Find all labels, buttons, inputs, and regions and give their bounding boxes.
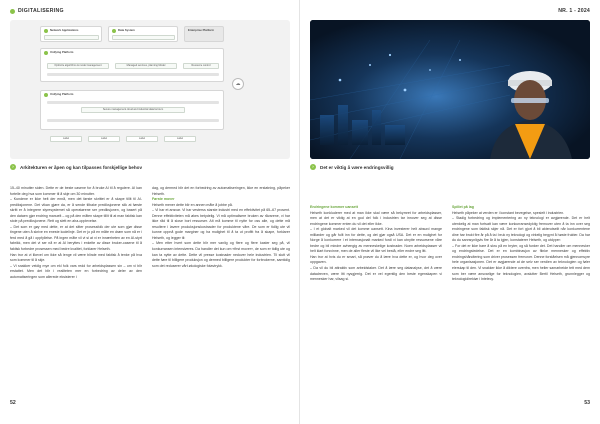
photo-illustration bbox=[310, 20, 590, 159]
data-icon bbox=[112, 29, 116, 33]
page-number-right: 53 bbox=[584, 400, 590, 406]
paragraph: – I et globalt marked vil det komme uansett. Kina investerer helt absurd mange milliarder og går fullt inn for dette, og det gjør også USA. Det er en mulighet for Norge å konkurrere i et internasjonalt marked fordi vi kan utnytte ressursene våre bedre og bli mindre avhengig av menneskelige kostnader. Noen arbeidsplasser vil helt klart forsvinne, men de aller fleste vil like vel bestå, eller endre seg litt. bbox=[310, 227, 442, 254]
middle-card: Unifying Platform Optimize algorithms & model management Managed services, planning Model Resource control bbox=[40, 48, 224, 82]
paragraph: Han tror at hvis du er smart, så prøver du å lære hva dette er, og hvor deg over oppgaven. bbox=[310, 254, 442, 265]
paragraph: Helseth påpeker at verden er i konstant bevegelse, spesielt i industrien. bbox=[452, 210, 565, 215]
bottom-cell-3: Label bbox=[126, 136, 158, 142]
paragraph: dag, og dermed blir det en forbedring av automatiseringen, ikke en erstatning, påpeker Helseth. bbox=[152, 186, 290, 196]
section-dot-icon bbox=[10, 9, 15, 14]
top-card-1: Network Applications bbox=[40, 26, 102, 42]
paragraph: 15–40 minutter siden. Dette er de beste casene for å bruke AI til å regulere. AI kan fortelle deg hva som kommer til å skje om 30 minutter. bbox=[10, 186, 142, 196]
architecture-diagram bbox=[10, 20, 290, 159]
lower-card: Unifying Platform Secure management cloud and industrial data ferroum bbox=[40, 90, 224, 130]
network-icon bbox=[44, 29, 48, 33]
lower-bar-1 bbox=[47, 101, 219, 104]
cloud-icon: ☁ bbox=[232, 78, 244, 90]
arrow-right-icon: › bbox=[310, 164, 316, 170]
paragraph: – Det som er gøy med dette, er at det sitter prosessfolk der ute som gjør disse tingene uten å skrive en eneste kodelinje. Det er jo på en måte en drøm som nå er i ferd med å gå i oppfyllelse. På ingen måte vil vi si at vi er innærheten av en AI-styrt fabrikk, men det vi ser nå er at AI beryttes i enkelte av disse bruker-casene til å faktisk forbedre prosessen med bedre kvalitet, forklarer Helseth. bbox=[10, 224, 142, 252]
paragraph: – Da vil du bli attraktiv som arbeidstaker. Det å lære seg datanalyse, det å være datadreven, være litt nysgjerrig. Det er vel egentlig den beste egenskapen vi mennesker har, vilsag si. bbox=[310, 266, 442, 282]
paragraph: – Vi snakker veldig mye om ekl folk vars redd for arbeidsplassen sin – om vi blir erstattet. Men det blir i realiteten mer en forbedring av deler av den automatiseringen som allerede eksisterer i bbox=[10, 263, 142, 279]
subheading: Endringene kommer uansett bbox=[310, 205, 358, 209]
top-card-2-cell bbox=[112, 35, 175, 40]
left-column-1 bbox=[10, 186, 142, 280]
right-column-2 bbox=[452, 205, 590, 283]
bottom-cell-4: Label bbox=[164, 136, 196, 142]
page-number-left: 52 bbox=[10, 400, 16, 406]
platform-icon bbox=[44, 93, 48, 97]
lower-cell-1: Secure management cloud and industrial data ferroum bbox=[81, 107, 185, 113]
engineer-photo bbox=[310, 20, 590, 159]
paragraph: – Stadig forbedring og implementering av ny teknologi er avgjørende. Det er helt utenkelig at man fortsatt kan være konkurransedyktig fremover uten å ta inn over seg endringene som faktisk skjer nå. Det er fort gjort å bli akterutseilt når konkurrentene dine har brukt fire år på å ta i bruk ny teknologi og virkelig begynt å høste frukter. Da har du du sannsynligvis fire år å ta igjen, konstaterer Helseth, og utdyper: bbox=[452, 216, 591, 243]
subheading: Første mover bbox=[152, 197, 175, 202]
arrow-right-icon: › bbox=[10, 164, 16, 170]
section-header bbox=[10, 8, 64, 14]
lower-bar-2 bbox=[47, 119, 219, 122]
right-figure-caption: › Det er viktig å være endringsvillig bbox=[310, 164, 394, 170]
subheading: Spillet på lag bbox=[452, 205, 474, 209]
mid-cell-3: Resource control bbox=[183, 63, 219, 69]
mid-cell-1: Optimize algorithms & model management bbox=[47, 63, 109, 69]
top-card-1-cell bbox=[44, 35, 99, 40]
right-column-1 bbox=[310, 205, 442, 283]
paragraph: – For det er ikke bare å skru på en bryter, og så funker det. Det handler om mennesker og endringsledelse. Det er en kombinasjon av flinke mennesker og effektiv endringshåndtering som driver prosessen fremover. Denne forståelsen må gjennomsyre hele organisasjonen. Det er avgjørende at de selv ser verdien av teknologien og føler eierskap til den. Vi snakker ikke å diktere ovenfra, men heller samarbeide tett med dem som ber være ansvarlige for teknologien, avslutter Bertil Helseth, grunnlegger og teknologidirektør i Intelecy. bbox=[452, 243, 591, 282]
paragraph: Han tror at vi likevel om ikke så lenge vil være blinde med faktisk å tenke på hva som kommer til å skje. bbox=[10, 252, 142, 263]
paragraph: – Men etter hvert som dette blir mer vanlig og flere og flere kaster seg på, vil konkurransen intensiveres. Da handler det kun om «first mover», de som er tidlig ute og kan ta nytte av dette. Dette vil presse kostnader nedover hele industrien. Til slutt vil dette føre til billigere produksjon og dermed billigere produkter for forbrukerne, samtidig som det reduserer vårt økologiske fotavtrykk. bbox=[152, 241, 290, 268]
mid-cell-2: Managed services, planning Model bbox=[115, 63, 177, 69]
top-card-2: Data System bbox=[108, 26, 178, 42]
paragraph: Helseth konkluderer med at man ikke skal være så bekymret for arbeidsplasser, men at det er viktig at en god del folk i industrien tar innover seg at disse endringene kommer enten du vil det eller ikke. bbox=[310, 210, 442, 226]
right-page bbox=[300, 0, 600, 424]
left-figure-caption: › Arkitekturen er åpen og kan tilpasses forskjellige behov bbox=[10, 164, 142, 170]
paragraph: Helseth mener dette blir en annen måte å jobbe på. bbox=[152, 202, 233, 207]
bottom-cell-2: Label bbox=[88, 136, 120, 142]
bottom-cell-1: Label bbox=[50, 136, 82, 142]
left-column-2 bbox=[152, 186, 290, 269]
mid-bar bbox=[47, 73, 219, 76]
section-title: DIGITALISERING bbox=[18, 8, 64, 14]
platform-icon bbox=[44, 51, 48, 55]
paragraph: – Kundene er ikke helt der ennå, men det første skrittet er å skape tillit til AI-prediksjonene. Det vikan gjøre da, er å sende tilbake prediksjonene slik at første skritt er å integrere styresystemet så operatørene ser prediksjonen, og basert på den dataen gjør endring manuelt – og på den måten skape tillit til at man faktisk kan stole på prediksjonene. Rett og slett en aha-opplevelse. bbox=[10, 197, 142, 224]
paragraph: – Vi har et ansvar. Vi har vesterss starste industri med en effektivitet på 65–67 prosent. Denne effektiviteten må økes betydelig. Vi må optimalisere bruken av råvarene, vi har ikke råd til å slose bort ressurser. Alt må komme til nytte for oss alle, og dette må resultere i lavere produksjonskostnader for produktene våre. De som er tidlig ute vil kunne oppnå gode marginer og ha mulighet til å ta ut profitt fra å skape, forklarer Helseth, og legger til: bbox=[152, 208, 290, 240]
issue-number: NR. 1 - 2024 bbox=[558, 8, 590, 14]
top-card-3: Enterprise Platform bbox=[184, 26, 224, 42]
